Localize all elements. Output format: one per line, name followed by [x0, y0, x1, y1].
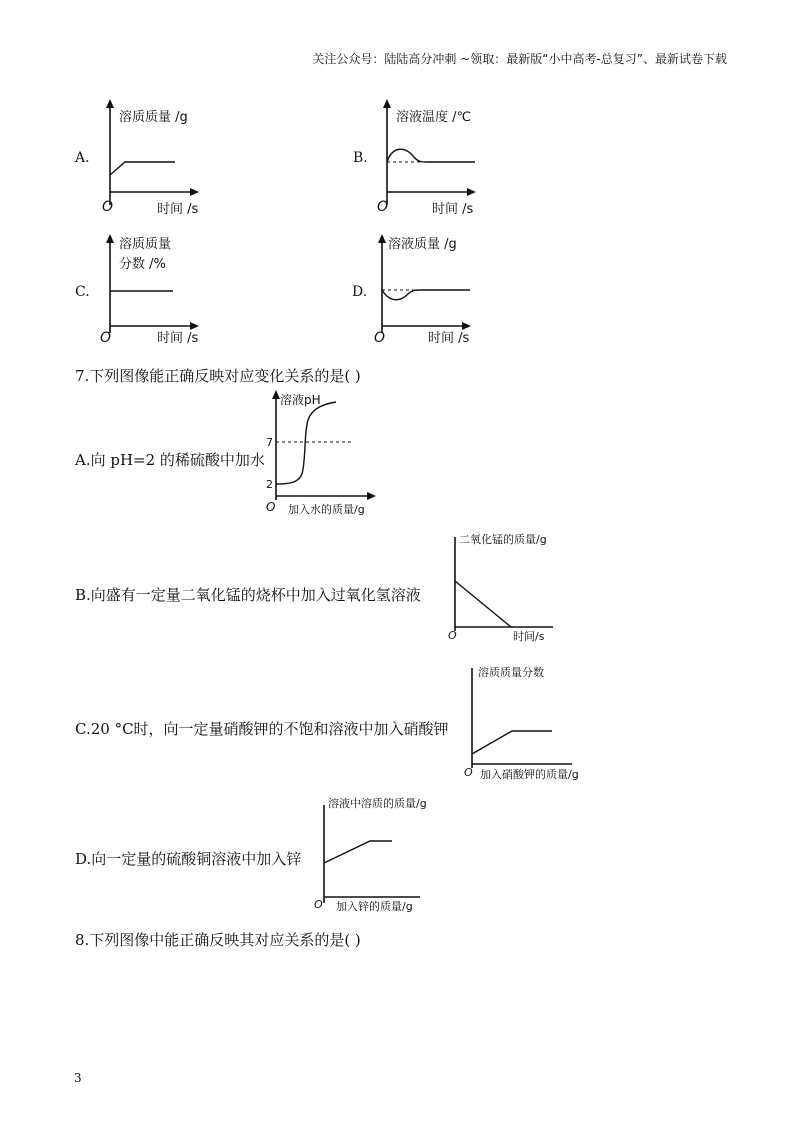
- y-axis-arrow: [383, 99, 391, 108]
- y-axis-label: 溶液pH: [280, 393, 321, 407]
- q7-option-b-text: B.向盛有一定量二氧化锰的烧杯中加入过氧化氢溶液: [75, 586, 421, 604]
- curve: [387, 149, 475, 162]
- x-axis-label: 加入硝酸钾的质量/g: [480, 768, 579, 781]
- x-axis-label: 时间 /s: [157, 331, 199, 346]
- y-axis-label-line2: 分数 /%: [119, 257, 166, 272]
- x-axis-label: 时间 /s: [432, 202, 474, 217]
- q7-option-c-text: C.20 °C时，向一定量硝酸钾的不饱和溶液中加入硝酸钾: [75, 720, 449, 738]
- x-axis-label: 时间 /s: [157, 202, 199, 217]
- y-axis-arrow: [106, 99, 114, 108]
- x-axis-label: 加入锌的质量/g: [336, 900, 413, 913]
- origin-label: O: [100, 330, 112, 346]
- q6-option-a-letter: A.: [75, 150, 90, 166]
- q7-graph-b: [445, 527, 575, 647]
- q7-graph-d: [312, 793, 442, 918]
- y-axis-arrow: [272, 390, 280, 399]
- y-axis-label: 溶液中溶质的质量/g: [328, 797, 427, 810]
- page-number: 3: [74, 1071, 82, 1085]
- page-header: 关注公众号：陆陆高分冲刺 ~领取：最新版“小中高考-总复习”、最新试卷下载: [312, 52, 727, 66]
- x-axis-arrow: [190, 322, 199, 330]
- q6-option-b-letter: B.: [353, 150, 368, 166]
- question-7-stem: 7.下列图像能正确反映对应变化关系的是( ): [75, 367, 361, 385]
- q7-option-a-text: A.向 pH=2 的稀硫酸中加水: [75, 451, 265, 469]
- x-axis-label: 时间 /s: [428, 331, 470, 346]
- q7-graph-a: [262, 388, 392, 518]
- x-axis-arrow: [462, 322, 471, 330]
- curve: [324, 841, 392, 863]
- y-axis-label-line1: 溶质质量: [119, 237, 172, 252]
- q7-graph-c: [460, 660, 590, 785]
- q6-graph-a: [95, 95, 235, 225]
- y-axis-arrow: [106, 234, 114, 243]
- y-axis-label: 溶质质量分数: [478, 666, 544, 679]
- y-axis-label: 溶液质量 /g: [388, 237, 457, 252]
- q6-graph-b: [372, 95, 512, 225]
- origin-label: O: [314, 898, 323, 911]
- q6-graph-d: [370, 228, 510, 348]
- curve: [382, 290, 470, 300]
- tick-label-7: 7: [266, 436, 273, 449]
- origin-label: O: [464, 766, 473, 779]
- curve: [455, 581, 511, 627]
- origin-label: O: [266, 500, 276, 514]
- x-axis-arrow: [467, 188, 476, 196]
- x-axis-label: 时间/s: [513, 630, 545, 643]
- q7-option-d-text: D.向一定量的硫酸铜溶液中加入锌: [75, 850, 302, 868]
- origin-label: O: [374, 330, 386, 346]
- x-axis-label: 加入水的质量/g: [288, 503, 365, 516]
- question-8-stem: 8.下列图像中能正确反映其对应关系的是( ): [75, 931, 361, 949]
- q6-option-d-letter: D.: [352, 284, 368, 300]
- y-axis-arrow: [378, 234, 386, 243]
- y-axis-label: 二氧化锰的质量/g: [459, 533, 547, 546]
- origin-label: O: [377, 199, 389, 215]
- y-axis-label: 溶质质量 /g: [119, 110, 188, 125]
- origin-label: O: [448, 629, 457, 642]
- q6-option-c-letter: C.: [75, 284, 90, 300]
- x-axis-arrow: [367, 492, 376, 500]
- origin-label: O: [102, 199, 114, 215]
- curve: [472, 731, 552, 754]
- q6-graph-c: [95, 228, 235, 348]
- curve: [110, 162, 175, 175]
- tick-label-2: 2: [266, 478, 273, 491]
- y-axis-label: 溶液温度 /℃: [396, 110, 472, 125]
- curve: [276, 402, 336, 484]
- x-axis-arrow: [190, 188, 199, 196]
